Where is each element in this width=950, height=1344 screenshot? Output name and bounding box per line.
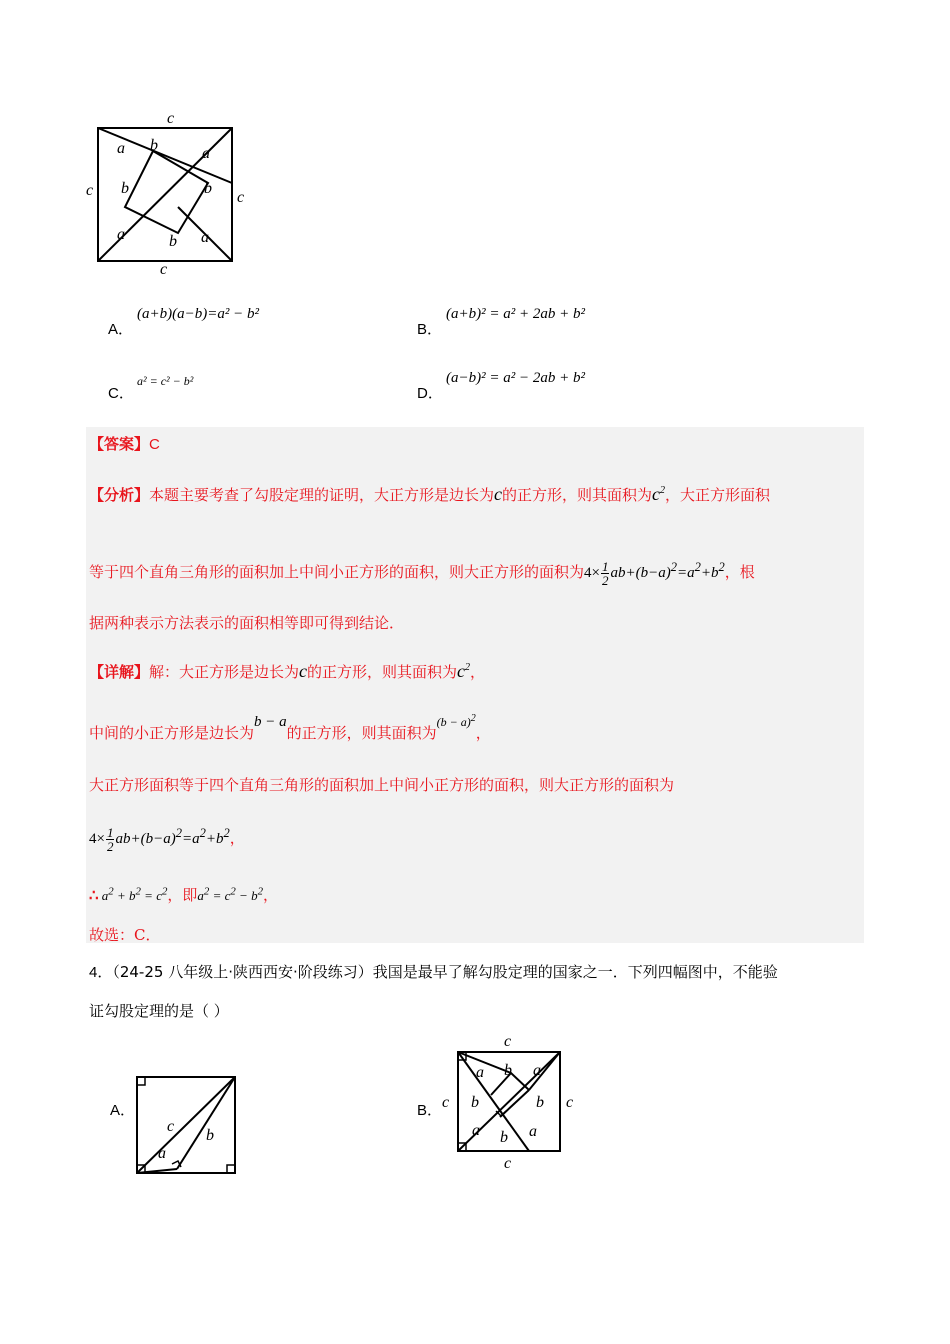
detail-line-4	[89, 826, 245, 853]
math-area-expression: 4× $\frac{1}{2}$ $ab+(b-a)^2=a^2+b^2$	[584, 559, 725, 589]
label-b1: b	[150, 137, 158, 154]
label-a4: a	[201, 229, 209, 246]
detail-text-5b: ，即	[167, 886, 198, 904]
q4b-label-b2: b	[471, 1094, 479, 1111]
option-d-letter: D．	[417, 385, 443, 402]
label-a3: a	[117, 226, 125, 243]
answer-tag: 【答案】	[89, 435, 150, 453]
detail-text-1a: 解：大正方形是边长为	[149, 663, 300, 681]
label-b4: b	[169, 233, 177, 250]
q4a-label-b: b	[206, 1127, 214, 1144]
math-result: $a^2 = c^2 - b^2$	[197, 885, 263, 903]
label-a1: a	[117, 140, 125, 157]
label-b2: b	[121, 180, 129, 197]
q4b-label-right-c: c	[566, 1094, 574, 1111]
label-bottom-c: c	[160, 261, 168, 278]
q4a-label-a: a	[158, 1145, 166, 1162]
q4b-label-a1: a	[476, 1064, 484, 1081]
option-c-letter: C．	[108, 385, 134, 402]
q4b-label-b1: b	[504, 1062, 512, 1079]
analysis-text-1c: ，大正方形面积	[665, 486, 771, 504]
math-c-squared-2: $c^2$	[457, 661, 471, 681]
detail-text-2a: 中间的小正方形是边长为	[89, 724, 255, 742]
therefore-symbol: ∴	[89, 886, 99, 904]
detail-line-3: 大正方形面积等于四个直角三角形的面积加上中间小正方形的面积，则大正方形的面积为	[89, 776, 675, 794]
q4b-label-bottom-c: c	[504, 1155, 512, 1172]
analysis-text-2a: 等于四个直角三角形的面积加上中间小正方形的面积，则大正方形的面积为	[89, 563, 585, 581]
option-b-formula: (a+b)² = a² + 2ab + b²	[446, 306, 585, 322]
detail-line-2	[89, 713, 491, 743]
analysis-tag: 【分析】	[89, 486, 150, 504]
q4b-label-b3: b	[536, 1094, 544, 1111]
label-b3: b	[204, 180, 212, 197]
math-b-minus-a-squared: (b − a)2	[436, 713, 476, 729]
analysis-line-3: 据两种表示方法表示的面积相等即可得到结论．	[89, 614, 405, 632]
question-text-1: 我国是最早了解勾股定理的国家之一．下列四幅图中，不能验	[372, 963, 778, 981]
option-b-letter: B．	[417, 321, 443, 338]
answer-line	[89, 433, 160, 454]
q4a-label-c: c	[167, 1118, 175, 1135]
question-4-line-2: 证勾股定理的是（ ）	[89, 1002, 229, 1020]
option-a-formula: (a+b)(a−b)=a² − b²	[137, 306, 259, 322]
label-top-c: c	[167, 110, 175, 127]
option-d-formula: (a−b)² = a² − 2ab + b²	[446, 370, 585, 386]
math-sum-squares: $a^2 + b^2 = c^2$	[98, 885, 168, 903]
label-a2: a	[202, 145, 210, 162]
detail-line-5	[89, 884, 278, 905]
q4b-label-left-c: c	[442, 1094, 450, 1111]
label-right-c: c	[237, 189, 245, 206]
math-c-squared: $c^2$	[652, 484, 666, 504]
q4b-label-a3: a	[472, 1122, 480, 1139]
detail-text-2c: ，	[475, 724, 491, 742]
q4-option-b-letter: B．	[417, 1102, 443, 1119]
q4b-label-a4: a	[529, 1123, 537, 1140]
analysis-text-1a: 本题主要考查了勾股定理的证明，大正方形是边长为	[149, 486, 495, 504]
option-a-letter: A．	[108, 321, 134, 338]
math-area-expression-2: 4× $\frac{1}{2}$ $ab+(b-a)^2=a^2+b^2$	[89, 825, 230, 855]
detail-text-1b: 的正方形，则其面积为	[307, 663, 458, 681]
detail-text-5c: ，	[263, 886, 279, 904]
q4-figure-a	[132, 1072, 242, 1180]
detail-tag: 【详解】	[89, 663, 150, 681]
analysis-line-1	[89, 484, 770, 505]
detail-line-1	[89, 661, 485, 682]
analysis-text-1b: 的正方形，则其面积为	[502, 486, 653, 504]
label-left-c: c	[86, 182, 94, 199]
detail-text-4-tail: ，	[229, 829, 245, 847]
q4b-label-a2: a	[533, 1062, 541, 1079]
q4b-label-top-c: c	[504, 1033, 512, 1050]
detail-text-1c: ，	[470, 663, 486, 681]
q4b-label-b4: b	[500, 1129, 508, 1146]
analysis-text-2b: ，根	[724, 563, 755, 581]
math-c: c	[494, 484, 503, 504]
q4-option-a-letter: A．	[110, 1102, 136, 1119]
q4-figure-b	[438, 1032, 588, 1172]
pythagoras-figure-1	[80, 105, 260, 280]
math-c-2: c	[299, 661, 308, 681]
analysis-line-2	[89, 560, 755, 587]
detail-line-6: 故选：C．	[89, 926, 161, 944]
option-c-formula: a² = c² − b²	[137, 374, 194, 388]
question-number: 4．	[89, 964, 113, 981]
detail-text-2b: 的正方形，则其面积为	[286, 724, 437, 742]
math-b-minus-a: b − a	[254, 714, 287, 730]
question-source: （24-25 八年级上·陕西西安·阶段练习）	[112, 963, 373, 981]
answer-value: C	[149, 436, 160, 453]
question-4-line-1	[89, 961, 778, 982]
